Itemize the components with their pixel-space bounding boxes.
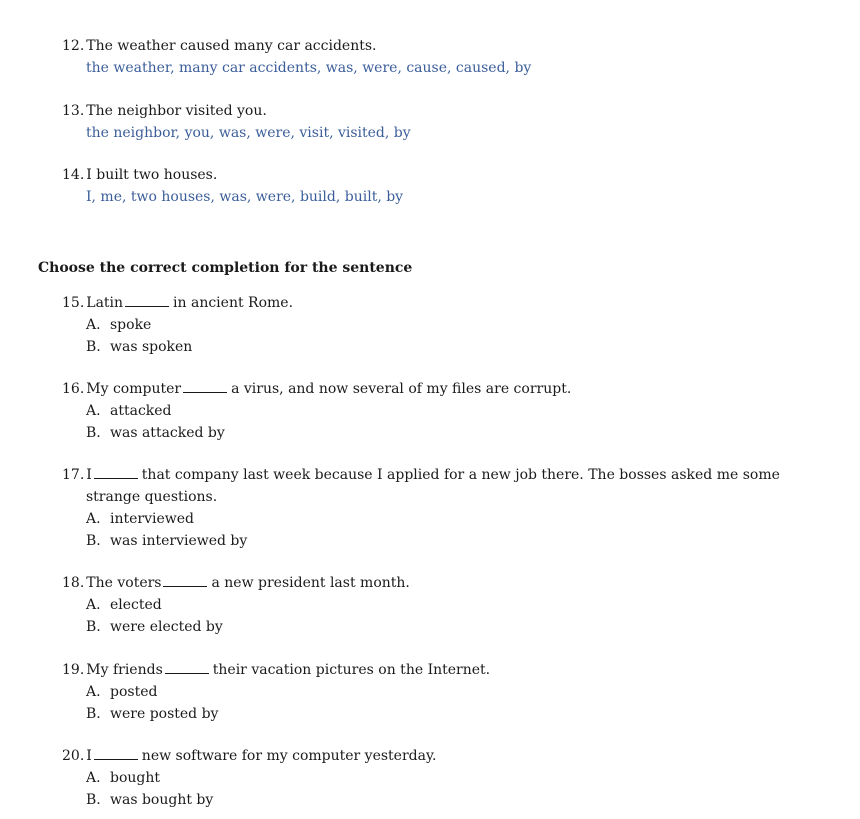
- prompt-item-12: [62, 35, 531, 79]
- prompt-sentence: I built two houses.: [86, 167, 218, 183]
- option-a[interactable]: [62, 400, 571, 422]
- question-text-after: new software for my computer yesterday.: [141, 748, 437, 764]
- option-text: were elected by: [110, 619, 223, 635]
- option-b[interactable]: [62, 789, 436, 811]
- item-number: 13.: [62, 103, 85, 119]
- answer-blank: [183, 377, 227, 393]
- section-heading: Choose the correct completion for the sentence: [38, 260, 413, 276]
- option-text: spoke: [110, 317, 152, 333]
- option-text: elected: [110, 597, 162, 613]
- question-number: 17.: [62, 467, 85, 483]
- question-text-before: I: [86, 748, 92, 764]
- option-letter: B.: [86, 339, 101, 355]
- prompt-item-14: [62, 164, 403, 208]
- option-text: was interviewed by: [110, 533, 248, 549]
- option-text: bought: [110, 770, 161, 786]
- question-17: [62, 463, 780, 552]
- answer-blank: [125, 291, 169, 307]
- word-bank-hint: the weather, many car accidents, was, were, cause, caused, by: [86, 60, 532, 76]
- question-number: 19.: [62, 662, 85, 678]
- option-letter: A.: [86, 317, 101, 333]
- question-text-before: I: [86, 467, 92, 483]
- option-b[interactable]: [62, 336, 293, 358]
- question-text-before: My computer: [86, 381, 182, 397]
- option-text: posted: [110, 684, 158, 700]
- question-16: [62, 377, 571, 444]
- option-a[interactable]: [62, 681, 490, 703]
- option-letter: B.: [86, 619, 101, 635]
- question-text-before: The voters: [86, 575, 162, 591]
- option-text: was bought by: [110, 792, 214, 808]
- word-bank-hint: I, me, two houses, was, were, build, built, by: [86, 189, 404, 205]
- item-number: 14.: [62, 167, 85, 183]
- question-text-after: a new president last month.: [211, 575, 410, 591]
- question-20: [62, 744, 436, 811]
- option-letter: A.: [86, 511, 101, 527]
- answer-blank: [163, 571, 207, 587]
- option-a[interactable]: [62, 314, 293, 336]
- option-letter: A.: [86, 403, 101, 419]
- option-letter: A.: [86, 770, 101, 786]
- option-letter: A.: [86, 597, 101, 613]
- question-15: [62, 291, 293, 358]
- option-letter: A.: [86, 684, 101, 700]
- option-letter: B.: [86, 706, 101, 722]
- option-text: attacked: [110, 403, 172, 419]
- option-letter: B.: [86, 533, 101, 549]
- option-text: were posted by: [110, 706, 219, 722]
- question-number: 18.: [62, 575, 85, 591]
- answer-blank: [165, 658, 209, 674]
- prompt-sentence: The neighbor visited you.: [86, 103, 267, 119]
- answer-blank: [94, 744, 138, 760]
- option-text: was spoken: [110, 339, 193, 355]
- option-b[interactable]: [62, 703, 490, 725]
- question-number: 15.: [62, 295, 85, 311]
- item-number: 12.: [62, 38, 85, 54]
- question-text-after: a virus, and now several of my files are corrupt.: [231, 381, 572, 397]
- option-letter: B.: [86, 792, 101, 808]
- question-18: [62, 571, 410, 638]
- answer-blank: [94, 463, 138, 479]
- question-text-after: their vacation pictures on the Internet.: [212, 662, 491, 678]
- prompt-item-13: [62, 100, 411, 144]
- option-letter: B.: [86, 425, 101, 441]
- option-b[interactable]: [62, 422, 571, 444]
- word-bank-hint: the neighbor, you, was, were, visit, visited, by: [86, 125, 411, 141]
- option-b[interactable]: [62, 530, 780, 552]
- option-a[interactable]: [62, 594, 410, 616]
- question-text-continuation: strange questions.: [86, 489, 218, 505]
- option-text: was attacked by: [110, 425, 225, 441]
- question-19: [62, 658, 490, 725]
- option-a[interactable]: [62, 767, 436, 789]
- question-number: 20.: [62, 748, 85, 764]
- prompt-sentence: The weather caused many car accidents.: [86, 38, 377, 54]
- option-text: interviewed: [110, 511, 194, 527]
- question-text-after: in ancient Rome.: [173, 295, 294, 311]
- question-number: 16.: [62, 381, 85, 397]
- option-b[interactable]: [62, 616, 410, 638]
- question-text-before: My friends: [86, 662, 163, 678]
- question-text-after: that company last week because I applied for a new job there. The bosses asked me some: [141, 467, 780, 483]
- option-a[interactable]: [62, 508, 780, 530]
- question-text-before: Latin: [86, 295, 124, 311]
